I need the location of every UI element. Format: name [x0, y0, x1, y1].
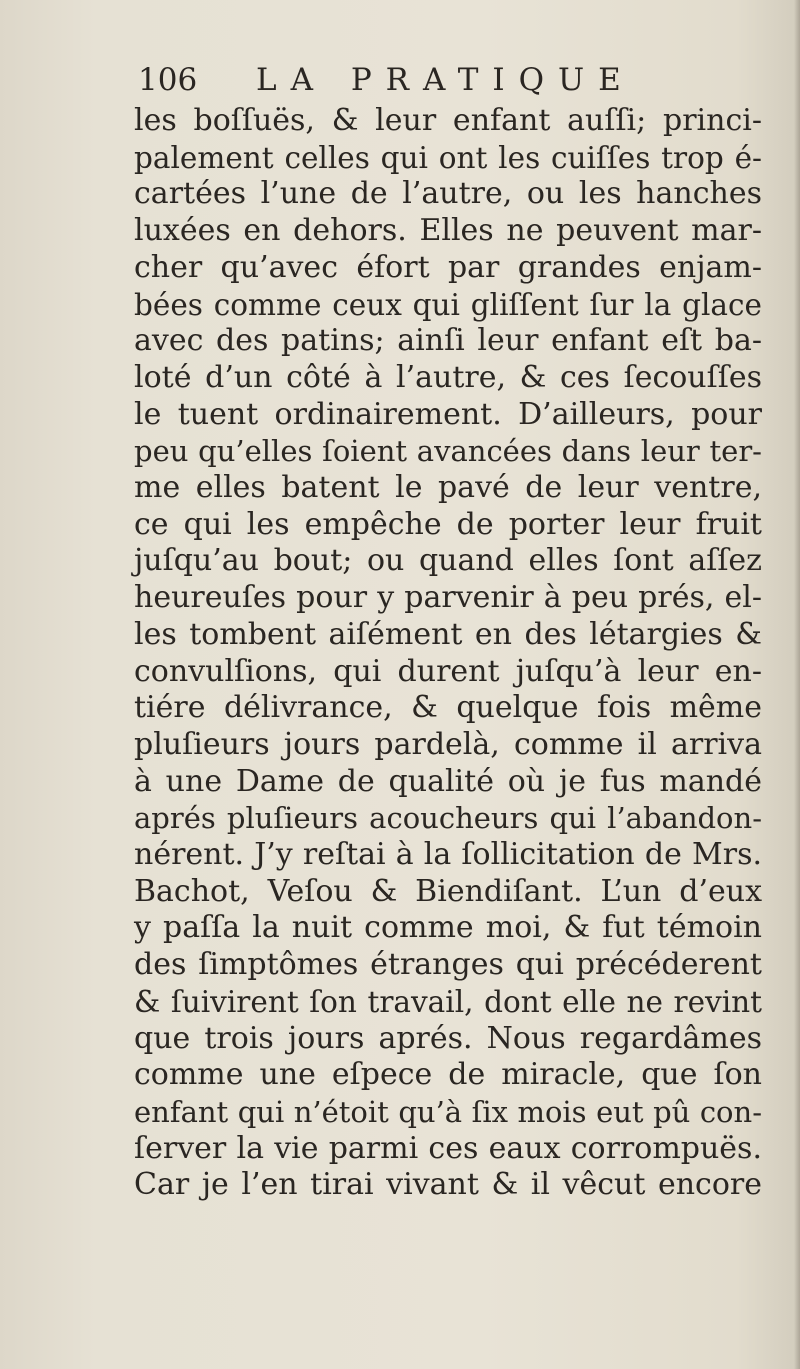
text-line: à une Dame de qualité où je fus mandé	[134, 763, 762, 799]
page-header	[138, 60, 738, 100]
text-line: me elles batent le pavé de leur ventre,	[134, 470, 762, 505]
text-line: bées comme ceux qui gliſſent ſur la glace	[134, 287, 762, 322]
text-line: loté d’un côté à l’autre, & ces ſecouſſes	[134, 359, 762, 395]
text-line: nérent. J’y reſtai à la ſollicitation de Mrs.	[134, 837, 762, 872]
text-line: cher qu’avec éfort par grandes enjam-	[134, 249, 762, 285]
text-line: y paſſa la nuit comme moi, & fut témoin	[134, 910, 762, 946]
text-line: Bachot, Veſou & Biendiſant. L’un d’eux	[134, 873, 762, 909]
text-line: les tombent aiſément en des létargies &	[134, 616, 762, 652]
text-line: des ſimptômes étranges qui précéderent	[134, 947, 762, 983]
text-line: que trois jours aprés. Nous regardâmes	[134, 1020, 762, 1056]
text-line: enfant qui n’étoit qu’à ſix mois eut pû con-	[134, 1094, 762, 1129]
page-number: 106	[138, 62, 198, 98]
page-edge-shadow	[794, 0, 800, 1369]
text-line: pluſieurs jours pardelà, comme il arriva	[134, 726, 762, 762]
text-line: aprés pluſieurs acoucheurs qui l’abandon-	[134, 801, 762, 836]
text-line: tiére délivrance, & quelque fois même	[134, 690, 762, 726]
text-line: peu qu’elles ſoient avancées dans leur ter-	[134, 434, 762, 469]
text-line: convulſions, qui durent juſqu’à leur en-	[134, 653, 762, 689]
text-line: luxées en dehors. Elles ne peuvent mar-	[134, 213, 762, 249]
text-line: cartées l’une de l’autre, ou les hanches	[134, 176, 762, 212]
text-line: palement celles qui ont les cuiſſes trop é-	[134, 140, 762, 175]
text-line: ſerver la vie parmi ces eaux corrompuës.	[134, 1130, 762, 1166]
text-line: avec des patins; ainſi leur enfant eſt ba-	[134, 323, 762, 359]
text-line: les boſſuës, & leur enfant auſſi; princi-	[134, 103, 762, 138]
text-line: Car je l’en tirai vivant & il vêcut encore	[134, 1167, 762, 1203]
text-line: comme une eſpece de miracle, que ſon	[134, 1057, 762, 1093]
text-line: le tuent ordinairement. D’ailleurs, pour	[134, 396, 762, 432]
text-line: juſqu’au bout; ou quand elles ſont aſſez	[134, 543, 762, 579]
text-line: ce qui les empêche de porter leur fruit	[134, 506, 762, 542]
text-line: heureuſes pour y parvenir à peu prés, el-	[134, 580, 762, 616]
running-title: LA PRATIQUE	[256, 62, 635, 98]
text-line: & ſuivirent ſon travail, dont elle ne revint	[134, 984, 762, 1019]
